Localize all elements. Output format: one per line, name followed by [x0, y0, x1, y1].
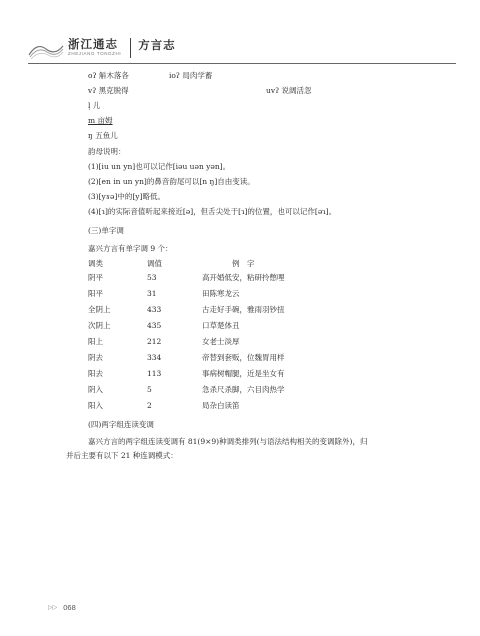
- final-row-1-col1: oʔ 斛木落各: [88, 71, 129, 80]
- tone-row-3-category: 全阴上: [88, 305, 111, 314]
- tone-row-3-examples: 古走好手碗，雅雨羽钞扭: [202, 305, 285, 314]
- tone-row-1-examples: 高开婚低安，粘研拎憋哩: [202, 273, 285, 282]
- zhejiang-tongzhi-logo: [28, 38, 64, 60]
- tones-col-header-category: 调类: [88, 259, 103, 268]
- tone-row-5-category: 阳上: [88, 337, 103, 346]
- tone-row-1-category: 阴平: [88, 273, 103, 282]
- page-number: 068: [63, 603, 76, 612]
- tone-row-9-category: 阳入: [88, 401, 103, 410]
- notes-title: 韵母说明：: [88, 147, 126, 156]
- sandhi-heading: (四)两字组连读变调: [88, 420, 154, 429]
- tone-row-8-value: 5: [147, 385, 152, 394]
- final-row-3: l̩ 儿: [88, 101, 101, 110]
- sandhi-para-line-1: 嘉兴方言的两字组连读变调有 81(9×9)种调类排列(与语法结构相关的变调除外)，归: [88, 437, 368, 446]
- header-rule: [28, 63, 456, 64]
- page-footer: [48, 603, 76, 612]
- tone-row-5-value: 212: [147, 337, 162, 346]
- tone-row-7-category: 阳去: [88, 369, 103, 378]
- final-row-5: ŋ 五鱼儿: [88, 131, 118, 140]
- folio-marker-icon: ▷▷: [48, 605, 58, 611]
- tone-row-7-value: 113: [147, 369, 162, 378]
- page-header: [28, 38, 176, 62]
- tones-heading: (三)单字调: [88, 226, 124, 235]
- tone-row-2-examples: 田陈寒龙云: [202, 289, 240, 298]
- tone-row-7-examples: 事病树帽腿，近是坐女有: [202, 369, 285, 378]
- sandhi-para-line-2: 并后主要有以下 21 种连调模式：: [66, 451, 178, 460]
- tone-row-8-examples: 急杀尺杀脚，六目肉热学: [202, 385, 285, 394]
- note-item-1: (1)[iu un yn]也可以记作[iəu uən yən]。: [88, 162, 231, 171]
- tones-col-header-examples: 例 字: [232, 259, 255, 268]
- final-row-2-col2: uvʔ 说阔活忽: [266, 86, 312, 95]
- section-title: 方言志: [138, 38, 176, 52]
- brand-title: 浙江通志: [68, 37, 118, 51]
- tone-row-4-value: 435: [147, 321, 162, 330]
- tone-row-2-category: 阳平: [88, 289, 103, 298]
- tone-row-1-value: 53: [147, 273, 157, 282]
- final-row-2-col1: vʔ 黑克脱得: [88, 86, 129, 95]
- tones-intro: 嘉兴方言有单字调 9 个：: [88, 244, 173, 253]
- tone-row-9-examples: 局杂白读笛: [202, 401, 240, 410]
- note-item-4: (4)[ɿ]的实际音值听起来接近[ə]，但舌尖处于[ɿ]的位置，也可以记作[əɿ]。: [88, 207, 337, 216]
- tone-row-3-value: 433: [147, 305, 162, 314]
- tone-row-6-category: 阴去: [88, 353, 103, 362]
- tone-row-6-examples: 帝替到套贩，位魏胃用样: [202, 353, 285, 362]
- note-item-3: (3)[yɤə]中的[y]略低。: [88, 192, 165, 201]
- tone-row-4-examples: 口草楚体丑: [202, 321, 240, 330]
- tone-row-5-examples: 女老士淡厚: [202, 337, 240, 346]
- final-row-1-col2: ioʔ 局肉学蓄: [169, 71, 213, 80]
- tone-row-6-value: 334: [147, 353, 162, 362]
- note-item-2: (2)[en in un yn]的鼻音韵尾可以[n ŋ]自由变读。: [88, 177, 255, 186]
- logo-wave-icon: [28, 38, 64, 60]
- tone-row-4-category: 次阴上: [88, 321, 111, 330]
- tones-col-header-value: 调值: [147, 259, 162, 268]
- tone-row-8-category: 阴入: [88, 385, 103, 394]
- tone-row-2-value: 31: [147, 289, 157, 298]
- header-divider: [130, 38, 131, 58]
- final-row-4: m 亩姆: [88, 116, 113, 125]
- brand-subtitle: ZHEJIANG TONGZHI: [68, 51, 122, 56]
- tone-row-9-value: 2: [147, 401, 152, 410]
